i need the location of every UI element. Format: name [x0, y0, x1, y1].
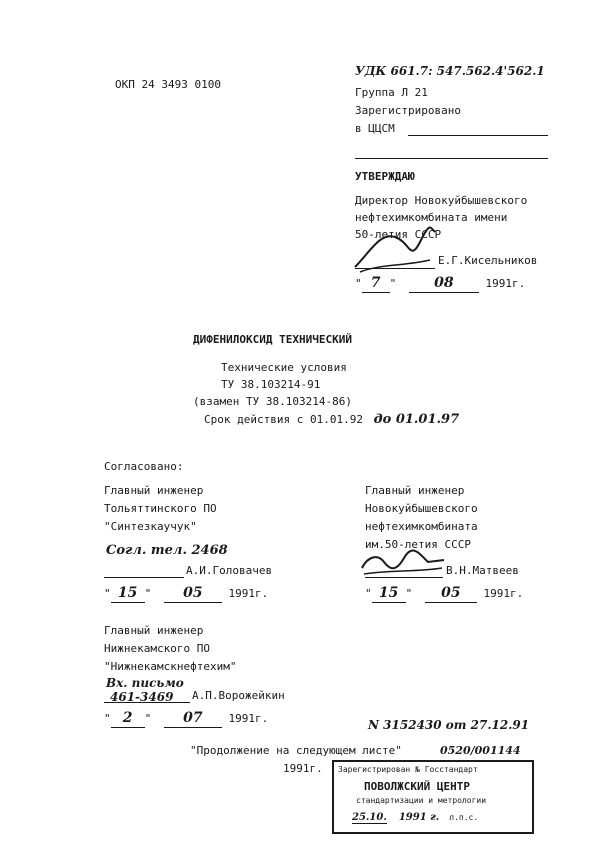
- left2-note1: Вх. письмо: [106, 676, 184, 690]
- approve-line2: нефтехимкомбината имени: [355, 211, 508, 224]
- group-code: Группа Л 21: [355, 86, 428, 99]
- director-signature: [350, 222, 440, 282]
- approve-day: 7: [362, 275, 390, 293]
- left1-name: А.И.Головачев: [186, 564, 273, 577]
- continuation-note: "Продолжение на следующем листе": [190, 744, 402, 757]
- approve-line3: 50-летия СССР: [355, 228, 442, 241]
- left2-sign-line: [104, 702, 190, 703]
- left1-org1: Тольяттинского ПО: [104, 502, 217, 515]
- left1-org2: "Синтезкаучук": [104, 520, 197, 533]
- approve-month: 08: [409, 275, 479, 293]
- left2-name: А.П.Ворожейкин: [192, 689, 285, 702]
- approve-date: " 7 " 08 1991г.: [355, 275, 526, 291]
- validity-handwritten: до 01.01.97: [373, 412, 460, 427]
- registration-stamp: [332, 760, 534, 834]
- right1-month: 05: [425, 585, 477, 603]
- stamp-line1: Зарегистрирован № Госстандарт: [338, 765, 478, 774]
- right1-org3: им.50-летия СССР: [365, 538, 471, 551]
- replaces-note: (взамен ТУ 38.103214-86): [193, 395, 352, 408]
- stamp-date-row: [352, 812, 478, 824]
- footer-year: 1991г.: [283, 762, 323, 775]
- stamp-year: 1991 г.: [398, 812, 440, 823]
- stamp-date: 25.10.: [352, 812, 387, 823]
- left2-role: Главный инженер: [104, 624, 204, 637]
- tu-number: ТУ 38.103214-91: [221, 378, 321, 391]
- left1-role: Главный инженер: [104, 484, 204, 497]
- product-title: ДИФЕНИЛОКСИД ТЕХНИЧЕСКИЙ: [193, 333, 352, 346]
- registration-number: N 3152430 от 27.12.91: [368, 718, 530, 732]
- right1-date: " 15 " 05 1991г.: [365, 585, 524, 601]
- registered-in-line: [408, 135, 548, 136]
- right1-day: 15: [372, 585, 406, 603]
- left1-day: 15: [111, 585, 145, 603]
- document-subtitle: Технические условия: [221, 361, 347, 374]
- left2-org2: "Нижнекамскнефтехим": [104, 660, 237, 673]
- left1-month: 05: [164, 585, 222, 603]
- right1-org2: нефтехимкомбината: [365, 520, 478, 533]
- left2-day: 2: [111, 710, 145, 728]
- registered-label: Зарегистрировано: [355, 104, 461, 117]
- registered-in-label: в ЦЦСМ: [355, 122, 395, 135]
- stamp-number: 0520/001144: [440, 744, 521, 757]
- left2-note2: 461-3469: [110, 690, 174, 704]
- right1-sign-line: [365, 577, 443, 578]
- udk-code: УДК 661.7: 547.562.4'562.1: [355, 64, 545, 78]
- left2-org1: Нижнекамского ПО: [104, 642, 210, 655]
- separator-line: [355, 158, 548, 159]
- right1-year: 1991г.: [483, 587, 524, 600]
- validity-line: [204, 412, 459, 428]
- stamp-line2: ПОВОЛЖСКИЙ ЦЕНТР: [364, 780, 470, 793]
- right1-name: В.Н.Матвеев: [446, 564, 519, 577]
- left1-date: " 15 " 05 1991г.: [104, 585, 269, 601]
- left2-month: 07: [164, 710, 222, 728]
- validity-text: Срок действия с 01.01.92: [204, 413, 363, 426]
- left2-year: 1991г.: [228, 712, 269, 725]
- right1-org1: Новокуйбышевского: [365, 502, 478, 515]
- left1-year: 1991г.: [228, 587, 269, 600]
- left1-sign-line: [104, 577, 184, 578]
- left1-note: Согл. тел. 2468: [106, 543, 228, 558]
- left2-date: " 2 " 07 1991г.: [104, 710, 269, 726]
- okp-code: ОКП 24 3493 0100: [115, 78, 221, 91]
- right1-signature: [358, 548, 448, 580]
- right1-role: Главный инженер: [365, 484, 465, 497]
- director-name: Е.Г.Кисельников: [438, 254, 538, 267]
- stamp-tail: л.п.с.: [449, 813, 479, 822]
- approve-line1: Директор Новокуйбышевского: [355, 194, 528, 207]
- stamp-line3: стандартизации и метрологии: [356, 796, 487, 805]
- director-sign-line: [355, 268, 435, 269]
- approve-heading: УТВЕРЖДАЮ: [355, 170, 415, 183]
- agreed-label: Согласовано:: [104, 460, 184, 473]
- approve-year: 1991г.: [485, 277, 526, 290]
